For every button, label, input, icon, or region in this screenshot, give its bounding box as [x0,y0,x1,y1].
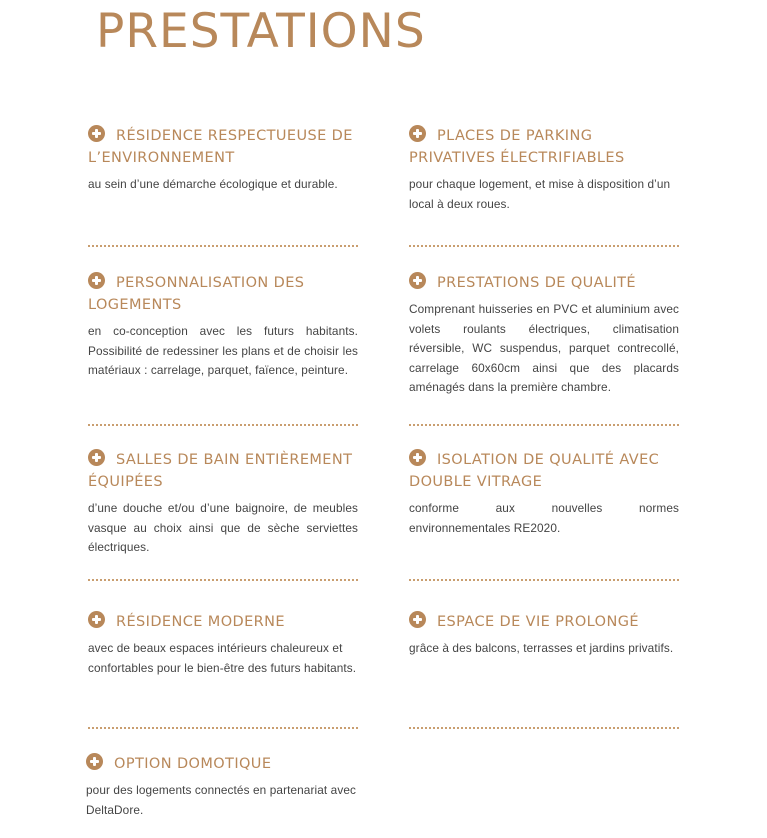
feature-title: PRESTATIONS DE QUALITÉ [437,275,636,291]
feature-description: en co-conception avec les futurs habitants. Possibilité de redessiner les plans et de choisir les matériaux : carrelage, parquet, faïence, peinture. [88,324,358,377]
dotted-separator [409,245,679,247]
plus-circle-icon [409,449,426,466]
dotted-separator [88,424,358,426]
feature-title: OPTION DOMOTIQUE [114,756,272,772]
plus-circle-icon [88,125,105,142]
feature-title: PLACES DE PARKING PRIVATIVES ÉLECTRIFIABLES [409,128,625,166]
plus-circle-icon [409,272,426,289]
plus-circle-icon [86,753,103,770]
dotted-separator [409,579,679,581]
feature-description: au sein d’une démarche écologique et durable. [88,177,338,191]
page-title: PRESTATIONS [96,4,426,59]
feature-description: Comprenant huisseries en PVC et aluminium avec volets roulants électriques, climatisation réversible, WC suspendus, parquet contrecollé, carrelage 60x60cm ainsi que des placards aménagés dans la première chambre. [409,302,679,394]
feature-description: conforme aux nouvelles normes environnementales RE2020. [409,501,679,535]
feature-item-home-automation [86,756,356,820]
feature-item-bathrooms [88,452,358,558]
feature-description: d’une douche et/ou d’une baignoire, de meubles vasque au choix ainsi que de sèche serviettes électriques. [88,501,358,554]
feature-title: ESPACE DE VIE PROLONGÉ [437,614,639,630]
plus-circle-icon [88,449,105,466]
feature-title: SALLES DE BAIN ENTIÈREMENT ÉQUIPÉES [88,452,353,490]
feature-description: avec de beaux espaces intérieurs chaleureux et confortables pour le bien-être des futurs habitants. [88,641,357,675]
feature-title: ISOLATION DE QUALITÉ AVEC DOUBLE VITRAGE [409,452,660,490]
feature-description: grâce à des balcons, terrasses et jardins privatifs. [409,641,674,655]
feature-title: RÉSIDENCE MODERNE [116,614,285,630]
plus-circle-icon [88,272,105,289]
feature-item-environment [88,128,358,195]
feature-title: RÉSIDENCE RESPECTUEUSE DE L’ENVIRONNEMENT [88,128,353,166]
dotted-separator [409,424,679,426]
feature-item-living-space [409,614,679,659]
dotted-separator [88,727,358,729]
plus-circle-icon [88,611,105,628]
feature-title: PERSONNALISATION DES LOGEMENTS [88,275,305,313]
dotted-separator [409,727,679,729]
feature-item-personalisation [88,275,358,381]
plus-circle-icon [409,611,426,628]
feature-description: pour des logements connectés en partenariat avec DeltaDore. [86,783,356,817]
dotted-separator [88,245,358,247]
feature-item-quality [409,275,679,398]
dotted-separator [88,579,358,581]
feature-item-modern [88,614,358,678]
feature-item-parking [409,128,679,214]
plus-circle-icon [409,125,426,142]
feature-item-insulation [409,452,679,538]
feature-description: pour chaque logement, et mise à disposition d’un local à deux roues. [409,177,671,211]
